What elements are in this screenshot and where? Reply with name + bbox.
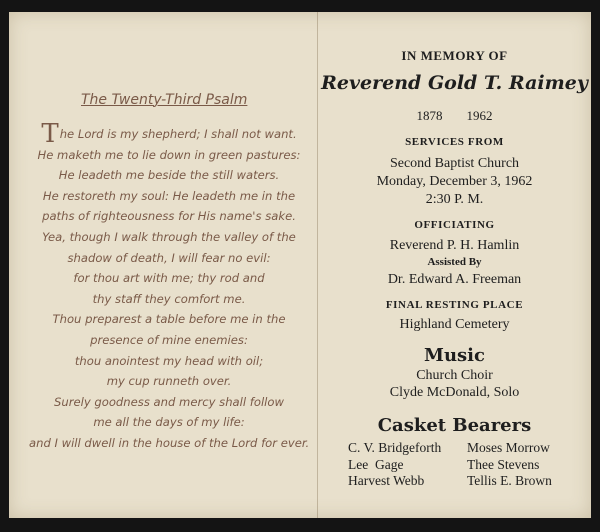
psalm-line: paths of righteousness for His name's sake.: [42, 209, 296, 224]
memory-heading: IN MEMORY OF: [401, 48, 508, 63]
memorial-card: [9, 12, 591, 518]
life-years: [318, 108, 591, 124]
psalm-line: my cup runneth over.: [106, 374, 232, 389]
birth-year: 1878: [416, 108, 443, 123]
music-heading: Music: [424, 345, 485, 366]
assistant-name: Dr. Edward A. Freeman: [387, 272, 522, 287]
psalm-panel: [9, 12, 317, 518]
service-time: 2:30 P. M.: [425, 192, 484, 207]
psalm-line: Yea, though I walk through the valley of the: [42, 229, 296, 244]
bearers-column-1: [348, 440, 441, 490]
music-line: Church Choir: [416, 368, 493, 383]
bearers-column-2: [467, 440, 552, 490]
bearers-heading: Casket Bearers: [377, 415, 532, 436]
psalm-line: for thou art with me; thy rod and: [73, 271, 265, 286]
psalm-line: The Lord is my shepherd; I shall not want.: [41, 119, 297, 149]
psalm-title: The Twenty-Third Psalm: [81, 92, 248, 108]
officiant-name: Reverend P. H. Hamlin: [389, 238, 520, 253]
psalm-line: thou anointest my head with oil;: [74, 353, 264, 368]
services-heading: SERVICES FROM: [405, 136, 504, 148]
officiating-heading: OFFICIATING: [414, 219, 495, 231]
service-panel: [318, 12, 591, 518]
psalm-line: He leadeth me beside the still waters.: [58, 168, 280, 183]
deceased-name: Reverend Gold T. Raimey: [321, 72, 588, 94]
resting-place-heading: FINAL RESTING PLACE: [385, 299, 524, 311]
bearer-name: Moses Morrow: [467, 440, 550, 455]
bearer-name: Harvest Webb: [348, 473, 425, 488]
psalm-line: shadow of death, I will fear no evil:: [67, 250, 271, 265]
church-name: Second Baptist Church: [389, 156, 520, 171]
music-line: Clyde McDonald, Solo: [389, 385, 520, 400]
psalm-line: and I will dwell in the house of the Lord for ever.: [29, 435, 310, 450]
bearer-name: C. V. Bridgeforth: [348, 440, 442, 455]
psalm-line: He restoreth my soul: He leadeth me in the: [42, 188, 296, 203]
psalm-line: me all the days of my life:: [93, 415, 245, 430]
psalm-text: [29, 119, 310, 454]
bearer-name: Lee Gage: [348, 456, 404, 472]
bearer-name: Thee Stevens: [467, 456, 540, 472]
psalm-line: thy staff they comfort me.: [92, 291, 246, 306]
assisted-by-label: Assisted By: [427, 256, 482, 268]
death-year: 1962: [466, 108, 493, 123]
psalm-line: Surely goodness and mercy shall follow: [54, 394, 284, 409]
psalm-line: Thou preparest a table before me in the: [52, 312, 286, 327]
cemetery-name: Highland Cemetery: [399, 317, 510, 332]
psalm-dropcap: T: [41, 119, 59, 149]
psalm-line: He maketh me to lie down in green pastures:: [37, 147, 301, 162]
psalm-line: presence of mine enemies:: [90, 332, 248, 347]
service-date: Monday, December 3, 1962: [376, 174, 533, 189]
bearer-name: Tellis E. Brown: [467, 473, 552, 488]
